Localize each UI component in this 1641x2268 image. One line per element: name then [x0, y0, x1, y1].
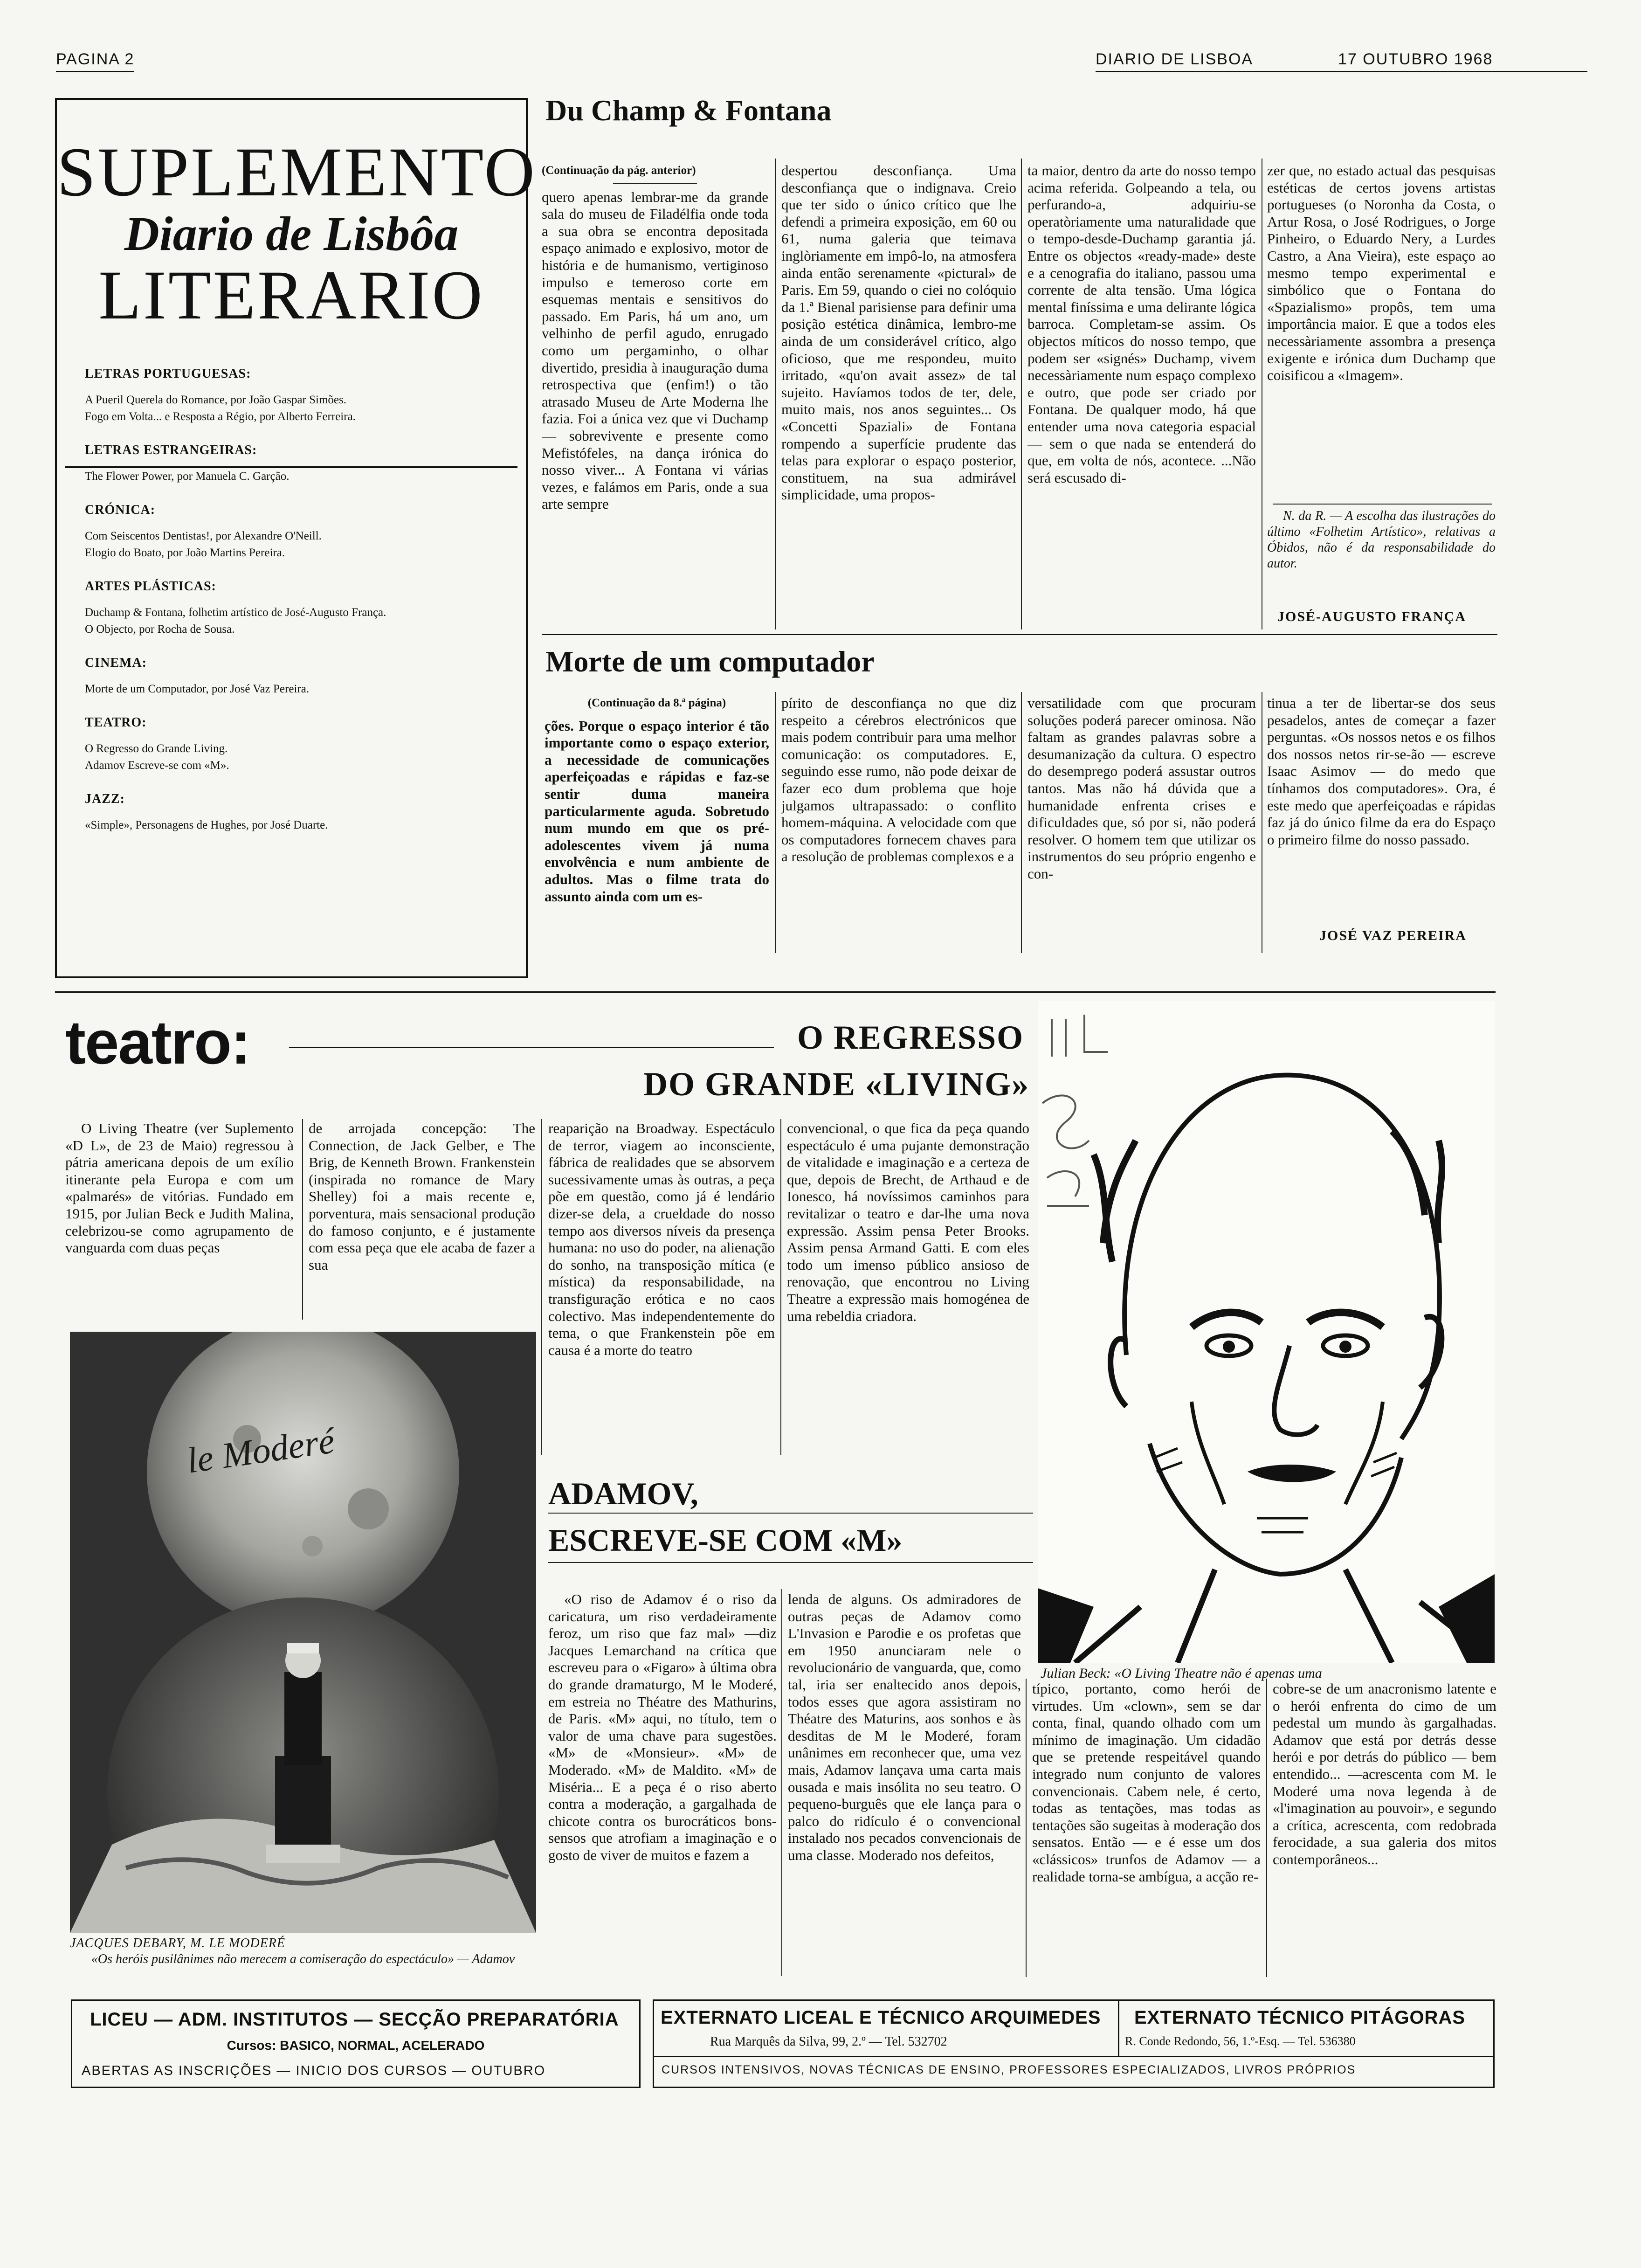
supplement-entry: Adamov Escreve-se com «M».: [85, 759, 229, 772]
teatro-col-2-text: de arrojada concepção: The Connection, de Jack Gelber, e The Brig, de Kenneth Brown. Frankenstein (inspirada no romance de Mary Shelley) foi a mais recente e, porventura, mais sensacional produção do famoso conjunto, e é justamente com essa peça que ele acaba de fazer a sua: [309, 1120, 535, 1273]
supplement-section: [85, 715, 500, 774]
adamov-headline-2: ESCREVE-SE COM «M»: [548, 1522, 903, 1558]
teatro-col-3-text: reaparição na Broadway. Espectáculo de terror, viagem ao inconsciente, fábrica de realidades que se absorvem sucessivamente umas às outras, a peça põe em questão, como já é lendário dizer-se dela, a crueldade do nosso tempo aos diversos níveis da presença humana: no uso do poder, na alienação do sonho, na transposição mítica (e mística) da responsabilidade, na transfiguração erótica e no caos colectivo. Mas independentemente do tema, o que Frankenstein põe em causa é a morte do teatro: [548, 1120, 775, 1358]
supplement-contents: [57, 330, 526, 834]
duchamp-col-3: [1027, 162, 1256, 629]
photo-signature: le Moderé: [184, 1420, 337, 1481]
adamov-col-4-text: cobre-se de um anacronismo latente e o herói enfrenta do cimo de um pedestal um mundo às gargalhadas. Adamov que está por detrás desse herói e por detrás do público — bem entendido... —acrescenta com M. le Moderé uma nova legenda à de «l'imagination au pouvoir», e segundo a crítica, acrescenta, com redobrada ferocidade, a sua galeria dos mitos contemporâneos...: [1273, 1680, 1496, 1867]
julian-beck-drawing: [1038, 1001, 1495, 1663]
duchamp-col-3-text: ta maior, dentro da arte do nosso tempo acima referida. Golpeando a tela, ou perfurando-a, adquiriu-se operatòriamente uma naturalidade que o tempo-desde-Duchamp garantia já. Entre os objectos «ready-made» deste e a cenografia do italiano, passou uma corrente de alta tensão. Uma lógica mental finíssima e uma delirante lógica barroca. Completam-se assim. Os objectos míticos do nosso tempo, que podem ser «signés» Duchamp, vivem necessàriamente num espaço complexo e outro, que pode ser criado por Fontana. De qualquer modo, há que entender uma nova categoria espacial — sem o que nada se entenderá do que, em volta de nós, acontece. ...Não será escusado di-: [1027, 162, 1256, 486]
adamov-col-3-text: típico, portanto, como herói de virtudes. Um «clown», sem se dar conta, final, quando olhado com um mínimo de imaginação. Um cidadão que se pretende respeitável quando integrado num conjunto de valores convencionais. Cabem nele, é certo, todas as tentações, mas todas as tentações são sugeitas à moderação dos sensatos. Então — e é esse um dos «clássicos» trunfos de Adamov — a realidade torna-se ambígua, a acção re-: [1032, 1680, 1261, 1885]
paper-name: DIARIO DE LISBOA: [1096, 50, 1254, 68]
supplement-index-box: [55, 98, 537, 978]
page-number-underline: [56, 71, 134, 72]
page-number: PAGINA 2: [56, 50, 135, 68]
supplement-section-heading: CRÓNICA:: [85, 503, 156, 517]
duchamp-editor-note-text: N. da R. — A escolha das ilustrações do último «Folhetim Artístico», relativas a Óbidos, não é da responsabilidade do autor.: [1267, 509, 1496, 571]
supplement-entry: Elogio do Boato, por João Martins Pereira.: [85, 546, 285, 559]
teatro-col-4: [787, 1120, 1029, 1456]
supplement-section-heading: ARTES PLÁSTICAS:: [85, 579, 216, 594]
adamov-headline-1: ADAMOV,: [548, 1476, 698, 1511]
moderé-photo: [70, 1332, 536, 1933]
supplement-entry: Duchamp & Fontana, folhetim artístico de José-Augusto França.: [85, 606, 386, 619]
duchamp-col-1: [542, 162, 768, 629]
supplement-entry: «Simple», Personagens de Hughes, por José Duarte.: [85, 819, 328, 831]
adamov-col-1-text: «O riso de Adamov é o riso da caricatura, um riso verdadeiramente feroz, um riso que faz mal» —diz Jacques Lemarchand na crítica que escreveu para o «Figaro» à última obra do grande dramaturgo, M le Moderé, em estreia no Théatre des Mathurins, de Paris. «M» aqui, no título, tem o valor de uma chave para sugestões. «M» de «Monsieur». «M» de Moderado. «M» de Maldito. «M» de Miséria... E a peça é o riso aberto contra a moderação, a gargalhada de chicote contra os burocráticos bons-sensos que atrofiam a imaginação e o gosto de viver de muitos e fazem a: [548, 1591, 777, 1863]
computador-continuation: (Continuação da 8.ª página): [587, 697, 726, 709]
computador-col-1-text: ções. Porque o espaço interior é tão importante como o espaço exterior, a necessidade de comunicações aperfeiçoadas e rápidas e faz-se sentir duma maneira particularmente aguda. Sobretudo num mundo em que os pré-adolescentes vivem já numa envolvência e num ambiente de adultos. Mas o filme trata do assunto ainda com um es-: [545, 717, 769, 905]
computador-title: Morte de um computador: [545, 645, 875, 678]
computador-author: JOSÉ VAZ PEREIRA: [1319, 928, 1467, 943]
supplement-divider: [65, 466, 517, 468]
computador-col-1: [545, 695, 769, 956]
duchamp-author: JOSÉ-AUGUSTO FRANÇA: [1277, 609, 1466, 624]
supplement-section-heading: LETRAS ESTRANGEIRAS:: [85, 443, 257, 457]
duchamp-col-4-text: zer que, no estado actual das pesquisas estéticas de certos jovens artistas portugueses (o Noronha da Costa, o Artur Rosa, o José Rodrigues, o Jorge Pinheiro, o Eduardo Nery, a Lurdes Castro, a Ana Vieira), este espaço ao mesmo tempo experimental e simbólico que o Fontana do «Spazialismo» propôs, tem uma importância maior. E que a todos eles necessàriamente assombra a presença exigente e irónica dum Duchamp que coisificou a «Imagem».: [1267, 162, 1496, 384]
supplement-section-heading: CINEMA:: [85, 656, 147, 670]
header-rule: [1096, 71, 1587, 72]
adamov-col-3: [1032, 1680, 1261, 1979]
supplement-title-line2: Diario de Lisbôa: [124, 207, 459, 261]
duchamp-continuation: (Continuação da pág. anterior): [542, 164, 696, 177]
computador-col-2: [781, 695, 1016, 956]
supplement-section-heading: LETRAS PORTUGUESAS:: [85, 366, 251, 381]
adamov-col-4: [1273, 1680, 1496, 1979]
ad-pitagoras-address: R. Conde Redondo, 56, 1.º-Esq. — Tel. 536380: [1125, 2034, 1356, 2048]
teatro-col-1: [65, 1120, 294, 1330]
supplement-section: [85, 579, 500, 638]
computador-col-3-text: versatilidade com que procuram soluções poderá parecer ominosa. Não faltam as grandes palavras sobre a desumanização da cultura. O espectro do desemprego poderá assustar outros tantos. Mas não há dúvida que a humanidade enfrenta crises e dificuldades que, só por si, não poderá resolver. O homem tem que utilizar os instrumentos do seu próprio engenho e con-: [1027, 695, 1256, 882]
supplement-section-heading: TEATRO:: [85, 715, 147, 730]
supplement-section: [85, 503, 500, 561]
ad-arquimedes-address: Rua Marquês da Silva, 99, 2.º — Tel. 532702: [710, 2034, 947, 2049]
adamov-col-1: [548, 1591, 777, 1978]
ad-liceu-title: LICEU — ADM. INSTITUTOS — SECÇÃO PREPARATÓRIA: [90, 2009, 619, 2030]
supplement-entry: Fogo em Volta... e Resposta a Régio, por Alberto Ferreira.: [85, 410, 356, 423]
teatro-col-4-text: convencional, o que fica da peça quando espectáculo é uma pujante demonstração de vitalidade e imaginação e a certeza de que, depois de Brecht, de Arthaud e de Ionesco, há novíssimos caminhos para revitalizar o teatro e dar-lhe uma nova expressão. Assim pensa Peter Brooks. Assim pensa Armand Gatti. E com eles todo um imenso público ansioso de renovação, que encontrou no Living Theatre a expressão mais homogénea de uma rebeldia criadora.: [787, 1120, 1029, 1324]
teatro-col-1-text: O Living Theatre (ver Suplemento «D L», de 23 de Maio) regressou à pátria americana depois de um exílio itinerante pela Europa e com um «palmarés» de vitórias. Fundado em 1915, por Julian Beck e Judith Malina, celebrizou-se como agrupamento de vanguarda com duas peças: [65, 1120, 294, 1256]
supplement-section: [85, 656, 500, 698]
computador-col-4: [1267, 695, 1496, 923]
teatro-headline-2: DO GRANDE «LIVING»: [643, 1065, 1030, 1103]
supplement-entry: A Pueril Querela do Romance, por João Gaspar Simões.: [85, 394, 346, 406]
teatro-col-3: [548, 1120, 775, 1456]
supplement-section: [85, 443, 500, 485]
adamov-col-2-text: lenda de alguns. Os admiradores de outras peças de Adamov como L'Invasion e Parodie e os profetas que em 1950 anunciaram nele o revolucionário de vanguarda, que, como tal, iria ser enaltecido anos depois, todos esses que agora assistiram no Théatre des Maturins, aos sonhos e às desditas de M le Moderé, foram unânimes em reconhecer que, uma vez mais, Adamov lançava uma carta mais ousada e mais insólita no seu teatro. O pequeno-burguês que ele lança para o palco do ridículo é o convencional instalado nos pecados convencionais de uma classe. Moderado nos defeitos,: [788, 1591, 1021, 1863]
adamov-col-2: [788, 1591, 1021, 1978]
duchamp-col-1-text: quero apenas lembrar-me da grande sala do museu de Filadélfia onde toda a sua obra se encontra depositada espaço animado e explosivo, motor de história e de humanismo, vertiginoso impulso e temeroso corte em esquemas mentais e sensitivos do passado. Em Paris, há um ano, um velhinho de perfil agudo, enrugado como um pergaminho, o olhar divertido, presidia à inauguração duma retrospectiva que (enfim!) o tão atrasado Museu de Arte Moderna lhe fazia. Foi a única vez que vi Duchamp — sobrevivente e presente como Mefistófeles, na dança irónica do nosso viver... A Fontana vi várias vezes, e falámos em Paris, onde a sua arte sempre: [542, 188, 768, 512]
duchamp-col-2-text: despertou desconfiança. Uma desconfiança que o indignava. Creio que ter sido o único crítico que lhe defendi a primeira exposição, em 60 ou 61, numa galeria que teimava inglòriamente em impô-lo, na atmosfera ainda então serenamente «pictural» de Paris. Em 59, quando o ciei no colóquio da 1.ª Bienal parisiense para definir uma posição estética dinâmica, lembro-me ainda de um considerável crítico, algo oficioso, que me respondeu, muito irritado, «qu'on avait assez» de tal sujeito. Havíamos todos de ter, dele, muito mais, nos anos seguintes... Os «Concetti Spaziali» de Fontana rompendo a superfície prudente das telas para explorar o espaço posterior, constituem, na sua admirável simplicidade, uma propos-: [781, 162, 1016, 503]
issue-date: 17 OUTUBRO 1968: [1338, 50, 1493, 68]
duchamp-editor-note: [1267, 508, 1496, 588]
supplement-section-heading: JAZZ:: [85, 792, 125, 806]
supplement-entry: Morte de um Computador, por José Vaz Pereira.: [85, 683, 310, 695]
teatro-kicker: teatro:: [65, 1008, 250, 1077]
supplement-section: [85, 792, 500, 834]
ad-arquimedes-title: EXTERNATO LICEAL E TÉCNICO ARQUIMEDES: [661, 2007, 1101, 2028]
ad-liceu: [71, 1999, 641, 2088]
supplement-title-line3: LITERARIO: [98, 256, 484, 334]
supplement-section: [85, 366, 500, 425]
ad-liceu-footer: ABERTAS AS INSCRIÇÕES — INICIO DOS CURSOS — OUTUBRO: [82, 2063, 546, 2078]
computador-col-2-text: pírito de desconfiança no que diz respeito a cérebros electrónicos que mais podem contribuir para uma melhor comunicação: os computadores. E, seguindo esse rumo, não pode deixar de fazer eco dum problema que hoje julgamos ultrapassado: o conflito homem-máquina. A velocidade com que os computadores fornecem chaves para a resolução de problemas complexos e a: [781, 695, 1016, 865]
duchamp-col-4: [1267, 162, 1496, 498]
teatro-headline-rule: [289, 1047, 774, 1048]
ad-shared-footer: CURSOS INTENSIVOS, NOVAS TÉCNICAS DE ENSINO, PROFESSORES ESPECIALIZADOS, LIVROS PRÓPRIOS: [662, 2063, 1356, 2076]
supplement-title-line1: SUPLEMENTO: [57, 133, 537, 211]
duchamp-title: Du Champ & Fontana: [545, 94, 832, 127]
ad-liceu-courses: Cursos: BASICO, NORMAL, ACELERADO: [227, 2038, 485, 2053]
supplement-entry: O Regresso do Grande Living.: [85, 742, 228, 755]
supplement-entry: The Flower Power, por Manuela C. Garção.: [85, 470, 290, 483]
computador-col-3: [1027, 695, 1256, 956]
supplement-entry: O Objecto, por Rocha de Sousa.: [85, 623, 235, 636]
ad-externatos: [653, 1999, 1495, 2088]
supplement-entry: Com Seiscentos Dentistas!, por Alexandre O'Neill.: [85, 530, 322, 542]
ad-pitagoras-title: EXTERNATO TÉCNICO PITÁGORAS: [1134, 2007, 1466, 2028]
teatro-col-2: [309, 1120, 535, 1330]
moderé-caption-2: «Os heróis pusilânimes não merecem a comiseração do espectáculo» — Adamov: [91, 1952, 515, 1966]
moderé-caption-1: JACQUES DEBARY, M. LE MODERÉ: [70, 1936, 285, 1950]
duchamp-col-2: [781, 162, 1016, 629]
julian-beck-caption: Julian Beck: «O Living Theatre não é apenas uma: [1041, 1666, 1322, 1681]
teatro-headline-1: O REGRESSO: [797, 1019, 1024, 1056]
computador-col-4-text: tinua a ter de libertar-se dos seus pesadelos, antes de começar a fazer perguntas. «Os nossos netos e os filhos dos nossos netos rir-se-ão — escreve Isaac Asimov — do medo que tínhamos dos computadores». Ora, é este medo que aperfeiçoadas e rápidas faz já do único filme da era do Espaço o primeiro filme do nosso passado.: [1267, 695, 1496, 848]
